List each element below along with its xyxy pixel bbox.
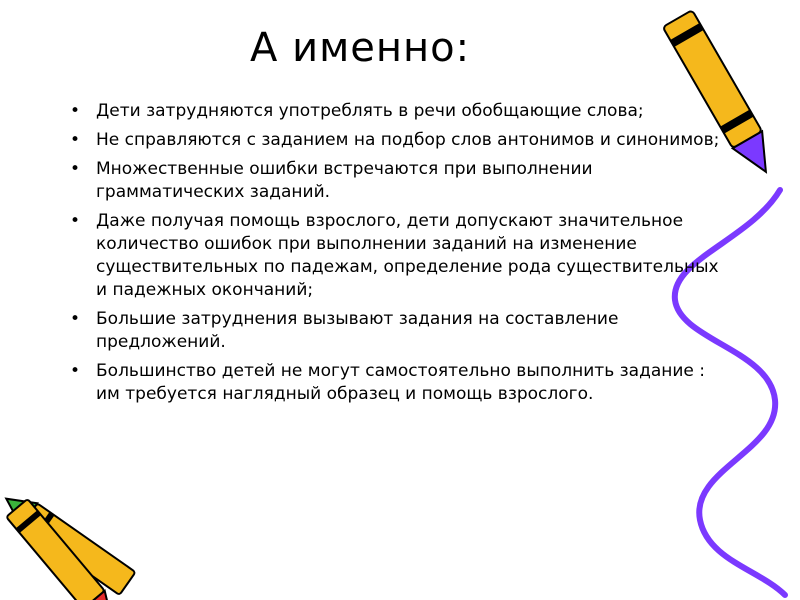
list-item-text: Даже получая помощь взрослого, дети допускают значительное количество ошибок при выполнении заданий на изменение существительных по падежам, определение рода существительных и падежных окончаний; (96, 211, 719, 300)
crayons-icon-bottom-left (0, 470, 180, 600)
list-item (70, 210, 730, 302)
bullet-marker: • (70, 101, 81, 121)
list-item-text: Большие затруднения вызывают задания на составление предложений. (96, 309, 619, 352)
slide-title: А именно: (250, 25, 471, 71)
bullet-marker: • (70, 211, 81, 231)
list-item-text: Не справляются с заданием на подбор слов антонимов и синонимов; (96, 130, 720, 150)
list-item (70, 158, 730, 204)
bullet-marker: • (70, 159, 81, 179)
list-item-text: Множественные ошибки встречаются при выполнении грамматических заданий. (96, 159, 593, 202)
bullet-marker: • (70, 130, 81, 150)
list-item (70, 100, 730, 123)
bullet-marker: • (70, 361, 81, 381)
list-item-text: Большинство детей не могут самостоятельно выполнить задание : им требуется наглядный образец и помощь взрослого. (96, 361, 705, 404)
list-item-text: Дети затрудняются употреблять в речи обобщающие слова; (96, 101, 644, 121)
list-item (70, 129, 730, 152)
list-item (70, 360, 730, 406)
list-item (70, 308, 730, 354)
bullet-list (70, 100, 730, 412)
bullet-marker: • (70, 309, 81, 329)
